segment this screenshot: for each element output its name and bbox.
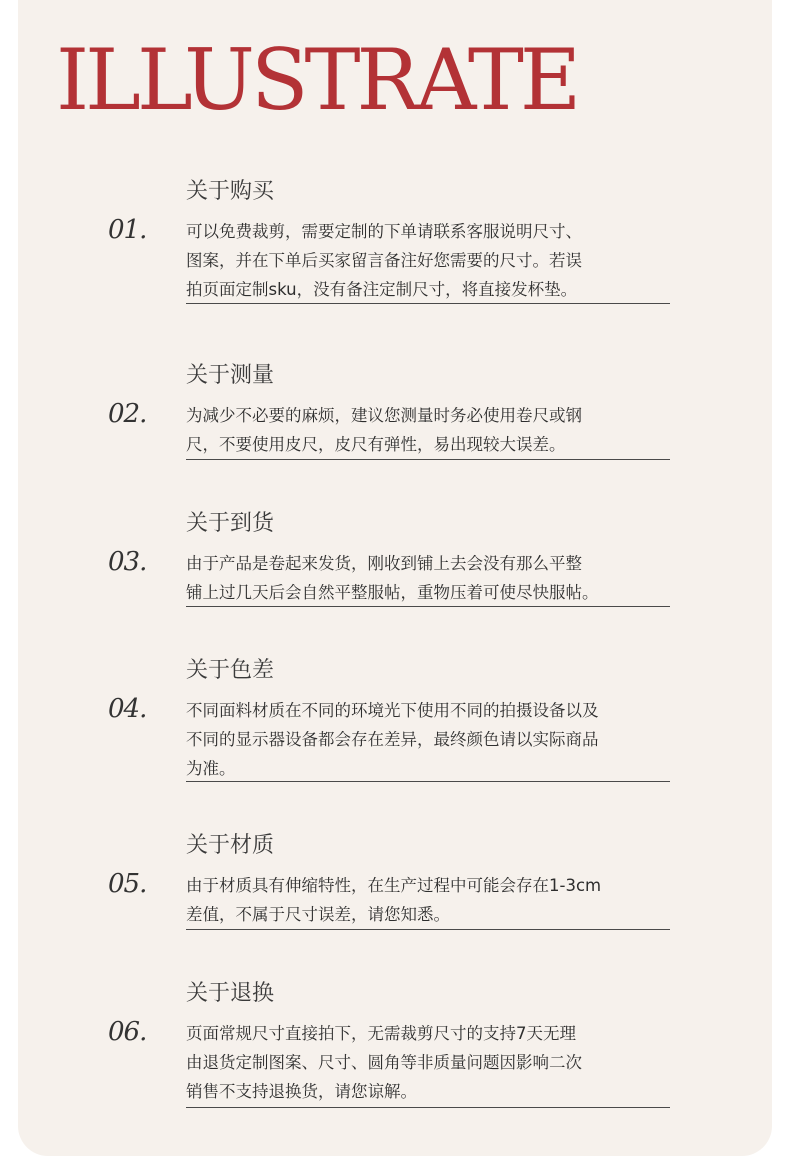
section-heading: 关于购买 [186,179,275,204]
section-body [186,1019,686,1106]
body-line: 不同的显示器设备都会存在差异，最终颜色请以实际商品 [186,730,599,749]
section-number: 04. [108,694,147,724]
body-line: 图案，并在下单后买家留言备注好您需要的尺寸。若误 [186,251,582,270]
section-divider [186,1107,670,1108]
section-body [186,696,686,783]
section-number: 05. [108,869,147,899]
section-divider [186,303,670,304]
section-divider [186,929,670,930]
body-line: 可以免费裁剪，需要定制的下单请联系客服说明尺寸、 [186,222,582,241]
page-title: ILLUSTRATE [56,31,578,129]
section-divider [186,781,670,782]
section-number: 03. [108,547,147,577]
section-divider [186,459,670,460]
section-divider [186,606,670,607]
section-number: 01. [108,215,147,245]
body-line: 由退货定制图案、尺寸、圆角等非质量问题因影响二次 [186,1053,582,1072]
body-line: 为减少不必要的麻烦，建议您测量时务必使用卷尺或钢 [186,406,582,425]
body-line: 页面常规尺寸直接拍下，无需裁剪尺寸的支持7天无理 [186,1024,576,1043]
section-body [186,549,686,607]
body-line: 铺上过几天后会自然平整服帖，重物压着可使尽快服帖。 [186,583,599,602]
body-line: 由于材质具有伸缩特性，在生产过程中可能会存在1-3cm [186,876,602,895]
body-line: 尺，不要使用皮尺，皮尺有弹性，易出现较大误差。 [186,435,566,454]
body-line: 差值，不属于尺寸误差，请您知悉。 [186,905,450,924]
section-heading: 关于测量 [186,363,275,388]
body-line: 不同面料材质在不同的环境光下使用不同的拍摄设备以及 [186,701,599,720]
section-heading: 关于色差 [186,658,275,683]
section-number: 02. [108,399,147,429]
body-line: 为准。 [186,759,236,778]
section-heading: 关于材质 [186,833,275,858]
section-heading: 关于退换 [186,981,275,1006]
body-line: 由于产品是卷起来发货，刚收到铺上去会没有那么平整 [186,554,582,573]
section-number: 06. [108,1017,147,1047]
section-body [186,871,686,929]
body-line: 销售不支持退换货，请您谅解。 [186,1082,417,1101]
section-body [186,217,686,304]
body-line: 拍页面定制sku，没有备注定制尺寸，将直接发杯垫。 [186,280,578,299]
section-body [186,401,686,459]
section-heading: 关于到货 [186,511,275,536]
